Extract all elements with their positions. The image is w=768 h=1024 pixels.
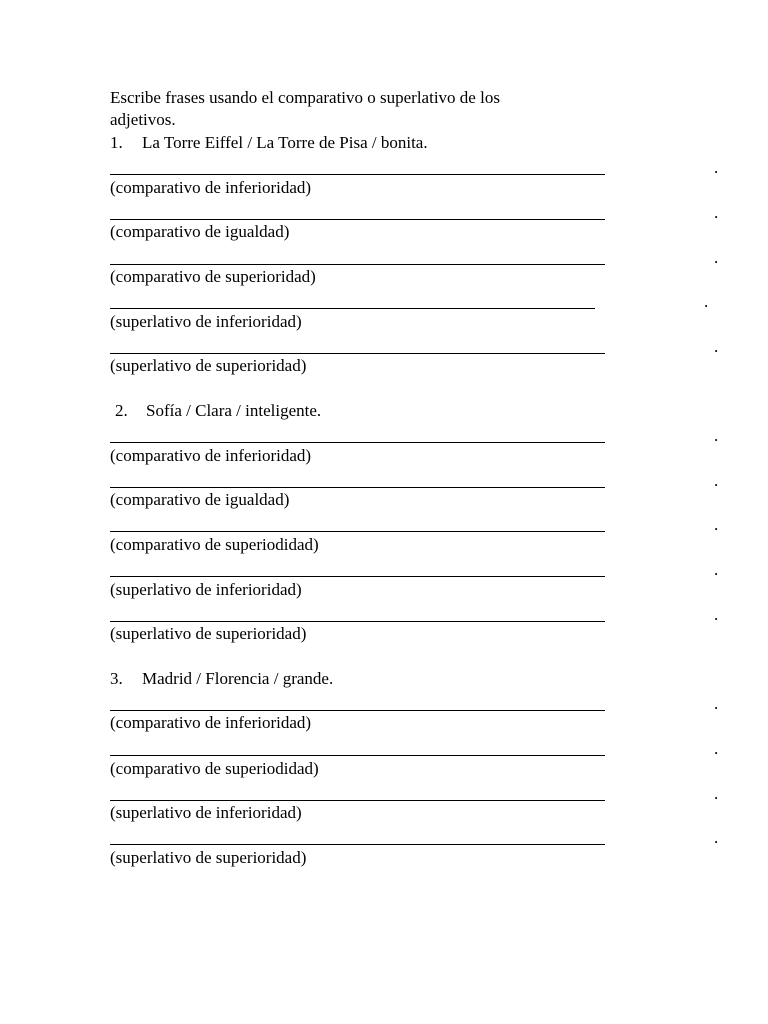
answer-line <box>110 755 605 756</box>
answer-period: . <box>714 471 719 490</box>
answer-hint: (comparativo de inferioridad) <box>110 713 312 732</box>
answer-line <box>110 308 595 309</box>
answer-period: . <box>704 292 709 311</box>
answer-period: . <box>714 158 719 177</box>
answer-period: . <box>714 337 719 356</box>
answer-period: . <box>714 739 719 758</box>
exercise-1-number: 1. <box>110 133 123 152</box>
answer-hint: (superlativo de inferioridad) <box>110 312 302 331</box>
answer-period: . <box>714 515 719 534</box>
answer-period: . <box>714 560 719 579</box>
answer-line <box>110 531 605 532</box>
instructions-line-1: Escribe frases usando el comparativo o superlativo de los <box>110 88 500 107</box>
answer-hint: (comparativo de superioridad) <box>110 267 316 286</box>
answer-line <box>110 174 605 175</box>
answer-hint: (superlativo de superioridad) <box>110 848 307 867</box>
answer-period: . <box>714 203 719 222</box>
exercise-1-prompt: La Torre Eiffel / La Torre de Pisa / bonita. <box>142 133 428 152</box>
answer-period: . <box>714 605 719 624</box>
answer-line <box>110 487 605 488</box>
answer-hint: (comparativo de igualdad) <box>110 490 290 509</box>
answer-period: . <box>714 248 719 267</box>
answer-period: . <box>714 694 719 713</box>
instructions-line-2: adjetivos. <box>110 110 176 129</box>
answer-line <box>110 800 605 801</box>
answer-hint: (comparativo de superiodidad) <box>110 535 319 554</box>
answer-period: . <box>714 828 719 847</box>
answer-hint: (comparativo de igualdad) <box>110 222 290 241</box>
answer-line <box>110 710 605 711</box>
answer-line <box>110 844 605 845</box>
answer-period: . <box>714 784 719 803</box>
exercise-3-prompt: Madrid / Florencia / grande. <box>142 669 334 688</box>
exercise-2-prompt: Sofía / Clara / inteligente. <box>146 401 322 420</box>
answer-hint: (superlativo de superioridad) <box>110 356 307 375</box>
answer-hint: (comparativo de inferioridad) <box>110 446 312 465</box>
answer-period: . <box>714 426 719 445</box>
answer-hint: (comparativo de superiodidad) <box>110 759 319 778</box>
answer-line <box>110 621 605 622</box>
answer-hint: (superlativo de inferioridad) <box>110 580 302 599</box>
answer-line <box>110 442 605 443</box>
answer-line <box>110 219 605 220</box>
exercise-2-number: 2. <box>115 401 128 420</box>
exercise-3-number: 3. <box>110 669 123 688</box>
answer-line <box>110 353 605 354</box>
answer-hint: (superlativo de inferioridad) <box>110 803 302 822</box>
answer-line <box>110 264 605 265</box>
answer-line <box>110 576 605 577</box>
answer-hint: (comparativo de inferioridad) <box>110 178 312 197</box>
answer-hint: (superlativo de superioridad) <box>110 624 307 643</box>
